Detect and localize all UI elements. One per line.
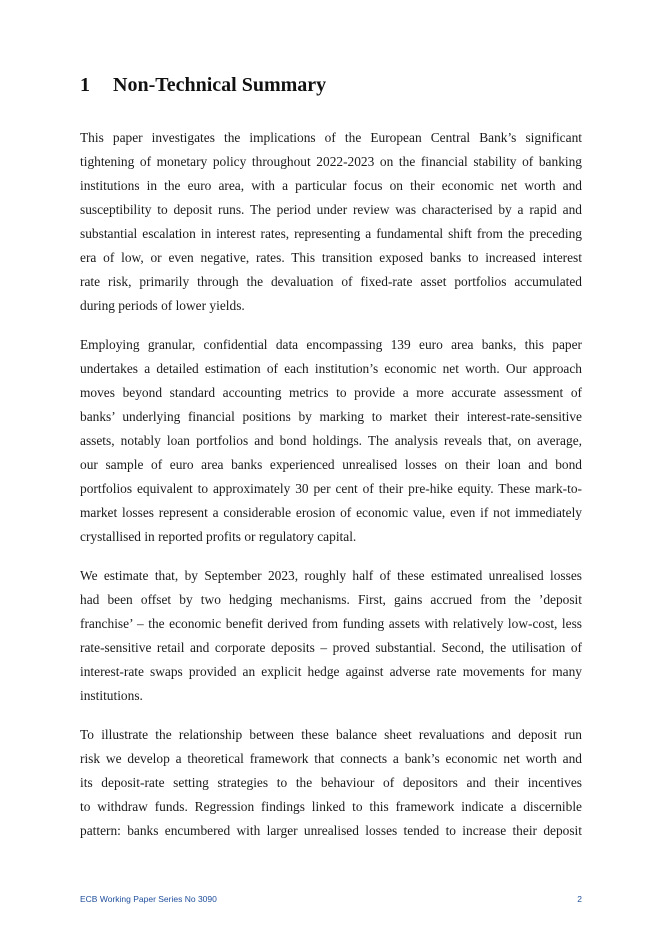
- text-line: market losses represent a considerable erosion of economic value, even if not immediately: [80, 505, 582, 520]
- text-line: rate risk, primarily through the devaluation of fixed-rate asset portfolios accumulated: [80, 274, 582, 289]
- text-line: institutions.: [80, 688, 143, 703]
- footer-series: ECB Working Paper Series No 3090: [80, 894, 217, 904]
- section-heading: [80, 74, 326, 97]
- paragraph: [80, 723, 582, 843]
- text-line: pattern: banks encumbered with larger unrealised losses tended to increase their deposit: [80, 823, 582, 838]
- text-line: rate-sensitive retail and corporate deposits – proved substantial. Second, the utilisation of: [80, 640, 582, 655]
- text-line: This paper investigates the implications of the European Central Bank’s significant: [80, 130, 582, 145]
- text-line: undertakes a detailed estimation of each institution’s economic net worth. Our approach: [80, 361, 582, 376]
- text-line: its deposit-rate setting strategies to the behaviour of depositors and their incentives: [80, 775, 582, 790]
- footer-page-number: 2: [577, 894, 582, 904]
- text-line: moves beyond standard accounting metrics to provide a more accurate assessment of: [80, 385, 582, 400]
- section-number: 1: [80, 74, 90, 96]
- text-line: during periods of lower yields.: [80, 298, 245, 313]
- paragraph: [80, 126, 582, 318]
- paragraph: [80, 333, 582, 549]
- text-line: our sample of euro area banks experienced unrealised losses on their loan and bond: [80, 457, 582, 472]
- section-title: Non-Technical Summary: [113, 74, 327, 96]
- text-line: substantial escalation in interest rates, representing a fundamental shift from the preceding: [80, 226, 582, 241]
- text-line: to withdraw funds. Regression findings linked to this framework indicate a discernible: [80, 799, 582, 814]
- text-line: crystallised in reported profits or regulatory capital.: [80, 529, 357, 544]
- text-line: franchise’ – the economic benefit derived from funding assets with relatively low-cost, less: [80, 616, 582, 631]
- text-line: had been offset by two hedging mechanisms. First, gains accrued from the ’deposit: [80, 592, 582, 607]
- text-line: portfolios equivalent to approximately 30 per cent of their pre-hike equity. These mark-to-: [80, 481, 582, 496]
- text-line: risk we develop a theoretical framework that connects a bank’s economic net worth and: [80, 751, 582, 766]
- text-line: susceptibility to deposit runs. The period under review was characterised by a rapid and: [80, 202, 582, 217]
- text-line: Employing granular, confidential data encompassing 139 euro area banks, this paper: [80, 337, 582, 352]
- text-line: tightening of monetary policy throughout 2022-2023 on the financial stability of banking: [80, 154, 582, 169]
- paragraph: [80, 564, 582, 708]
- text-line: institutions in the euro area, with a particular focus on their economic net worth and: [80, 178, 582, 193]
- text-line: To illustrate the relationship between these balance sheet revaluations and deposit run: [80, 727, 582, 742]
- text-line: assets, notably loan portfolios and bond holdings. The analysis reveals that, on average,: [80, 433, 582, 448]
- text-line: We estimate that, by September 2023, roughly half of these estimated unrealised losses: [80, 568, 582, 583]
- text-line: era of low, or even negative, rates. This transition exposed banks to increased interest: [80, 250, 582, 265]
- text-line: interest-rate swaps provided an explicit hedge against adverse rate movements for many: [80, 664, 582, 679]
- text-line: banks’ underlying financial positions by marking to market their interest-rate-sensitive: [80, 409, 582, 424]
- body-text: [80, 126, 582, 858]
